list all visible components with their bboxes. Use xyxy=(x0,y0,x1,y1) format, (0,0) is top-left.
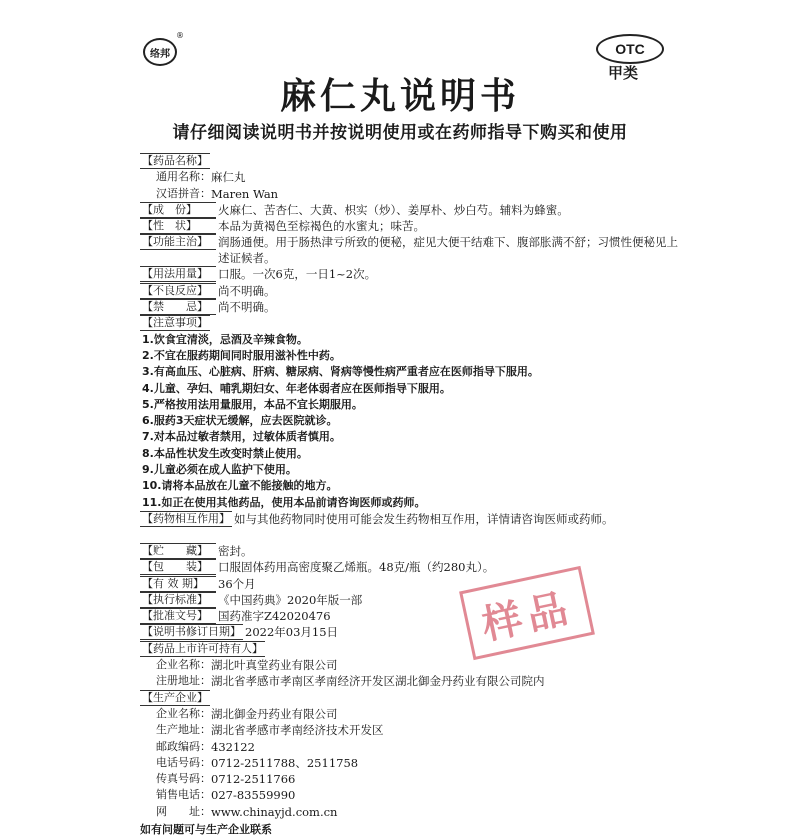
precaution-item: 8.本品性状发生改变时禁止使用。 xyxy=(142,446,308,460)
otc-badge xyxy=(596,34,664,64)
precaution-item: 5.严格按用法用量服用，本品不宜长期服用。 xyxy=(142,397,363,411)
indications-text: 润肠通便。用于肠热津亏所致的便秘，症见大便干结难下、腹部胀满不舒；习惯性便秘见上述证候者。 xyxy=(218,235,678,266)
precaution-item: 2.不宜在服药期间同时服用滋补性中药。 xyxy=(142,348,341,362)
precaution-item: 3.有高血压、心脏病、肝病、糖尿病、肾病等慢性病严重者应在医师指导下服用。 xyxy=(142,365,539,379)
section-label: 【性 状】 xyxy=(140,218,216,234)
section-label: 【禁 忌】 xyxy=(140,299,216,315)
section-interactions xyxy=(140,511,680,543)
stamp-text: 样品 xyxy=(477,584,578,649)
section-contraindications xyxy=(140,299,680,315)
standard-text: 《中国药典》2020年版一部 xyxy=(218,592,363,607)
contraindications-text: 尚不明确。 xyxy=(218,300,276,315)
section-approval xyxy=(140,608,680,624)
pinyin-name: Maren Wan xyxy=(211,186,279,201)
website-url: www.chinayjd.com.cn xyxy=(211,804,338,819)
section-label: 【功能主治】 xyxy=(140,234,216,250)
field-label: 汉语拼音： xyxy=(156,186,211,200)
field-label: 销售电话： xyxy=(156,788,211,802)
section-label: 【注意事项】 xyxy=(142,316,208,330)
interactions-text: 如与其他药物同时使用可能会发生药物相互作用，详情请咨询医师或药师。 xyxy=(234,511,614,526)
section-validity xyxy=(140,576,680,592)
section-manufacturer xyxy=(140,690,680,706)
precaution-item: 7.对本品过敏者禁用，过敏体质者慎用。 xyxy=(142,430,341,444)
packaging-text: 口服固体药用高密度聚乙烯瓶。48克/瓶（约280丸）。 xyxy=(218,560,495,575)
section-storage xyxy=(140,543,680,559)
section-label: 【生产企业】 xyxy=(142,690,208,704)
field-label: 网 址： xyxy=(156,804,211,818)
section-label: 【有 效 期】 xyxy=(140,576,216,592)
field-label: 通用名称： xyxy=(156,170,211,184)
phone-row xyxy=(140,755,680,771)
approval-number: 国药准字Z42020476 xyxy=(218,609,331,624)
precaution-item: 4.儿童、孕妇、哺乳期妇女、年老体弱者应在医师指导下服用。 xyxy=(142,381,451,395)
field-label: 注册地址： xyxy=(156,674,211,688)
section-indications xyxy=(140,234,680,266)
common-name: 麻仁丸 xyxy=(211,170,246,185)
postcode: 432122 xyxy=(211,739,255,754)
field-label: 生产地址： xyxy=(156,723,211,737)
section-packaging xyxy=(140,559,680,575)
field-label: 电话号码： xyxy=(156,755,211,769)
section-precautions xyxy=(140,315,680,331)
website-row xyxy=(140,804,680,820)
section-mah xyxy=(140,641,680,657)
precaution-item: 11.如正在使用其他药品，使用本品前请咨询医师或药师。 xyxy=(142,495,426,509)
section-label: 【说明书修订日期】 xyxy=(142,625,241,639)
section-label: 【贮 藏】 xyxy=(140,543,216,559)
dosage-text: 口服。一次6克，一日1~2次。 xyxy=(218,267,377,282)
mah-address: 湖北省孝感市孝南区孝南经济开发区湖北御金丹药业有限公司院内 xyxy=(211,674,545,689)
brand-logo xyxy=(143,38,177,66)
document-body xyxy=(140,153,680,838)
ingredients-text: 火麻仁、苦杏仁、大黄、枳实（炒）、姜厚朴、炒白芍。辅料为蜂蜜。 xyxy=(218,202,569,217)
otc-class: 甲类 xyxy=(608,64,639,82)
precaution-item: 9.儿童必须在成人监护下使用。 xyxy=(142,463,297,477)
section-label: 【批准文号】 xyxy=(140,608,216,624)
section-label: 【药品名称】 xyxy=(142,154,208,167)
manufacturer-address-row xyxy=(140,722,680,738)
section-revision-date xyxy=(140,624,680,640)
precaution-item: 1.饮食宜清淡，忌酒及辛辣食物。 xyxy=(142,332,308,346)
mah-address-row xyxy=(140,673,680,689)
manufacturer-company-row xyxy=(140,706,680,722)
precaution-item: 10.请将本品放在儿童不能接触的地方。 xyxy=(142,479,338,493)
validity-text: 36个月 xyxy=(218,576,256,591)
section-label: 【不良反应】 xyxy=(140,283,216,299)
mah-company-row xyxy=(140,657,680,673)
fax-number: 0712-2511766 xyxy=(211,772,296,787)
page-subtitle: 请仔细阅读说明书并按说明使用或在药师指导下购买和使用 xyxy=(172,123,628,143)
section-label: 【药品上市许可持有人】 xyxy=(142,641,263,655)
phone-number: 0712-2511788、2511758 xyxy=(211,755,359,770)
brand-logo-text: 络邦 xyxy=(150,48,170,60)
common-name-row xyxy=(140,169,680,185)
character-text: 本品为黄褐色至棕褐色的水蜜丸；味苦。 xyxy=(218,219,425,234)
section-ingredients xyxy=(140,202,680,218)
storage-text: 密封。 xyxy=(218,543,253,558)
footer-note: 如有问题可与生产企业联系 xyxy=(140,822,272,836)
mah-company: 湖北叶真堂药业有限公司 xyxy=(211,658,338,673)
section-label: 【成 份】 xyxy=(140,202,216,218)
section-label: 【执行标准】 xyxy=(140,592,216,608)
sales-row xyxy=(140,787,680,803)
field-label: 企业名称： xyxy=(156,706,211,720)
postcode-row xyxy=(140,739,680,755)
section-label: 【药物相互作用】 xyxy=(142,511,230,525)
precautions-list xyxy=(140,332,680,511)
section-label: 【用法用量】 xyxy=(140,266,216,282)
field-label: 企业名称： xyxy=(156,658,211,672)
section-standard xyxy=(140,592,680,608)
registered-mark: ® xyxy=(176,31,184,40)
field-label: 邮政编码： xyxy=(156,739,211,753)
field-label: 传真号码： xyxy=(156,772,211,786)
pinyin-row xyxy=(140,186,680,202)
revision-date: 2022年03月15日 xyxy=(245,625,339,640)
precaution-item: 6.服药3天症状无缓解，应去医院就诊。 xyxy=(142,414,338,428)
section-dosage xyxy=(140,266,680,282)
section-drug-name xyxy=(140,153,680,169)
section-adverse-reactions xyxy=(140,283,680,299)
page-title: 麻仁丸说明书 xyxy=(279,76,520,117)
section-label: 【包 装】 xyxy=(140,559,216,575)
manufacturer-company: 湖北御金丹药业有限公司 xyxy=(211,706,338,721)
adverse-text: 尚不明确。 xyxy=(218,283,276,298)
fax-row xyxy=(140,771,680,787)
sales-phone: 027-83559990 xyxy=(211,788,296,803)
manufacturer-address: 湖北省孝感市孝南经济技术开发区 xyxy=(211,723,384,738)
section-character xyxy=(140,218,680,234)
otc-label: OTC xyxy=(615,41,645,57)
